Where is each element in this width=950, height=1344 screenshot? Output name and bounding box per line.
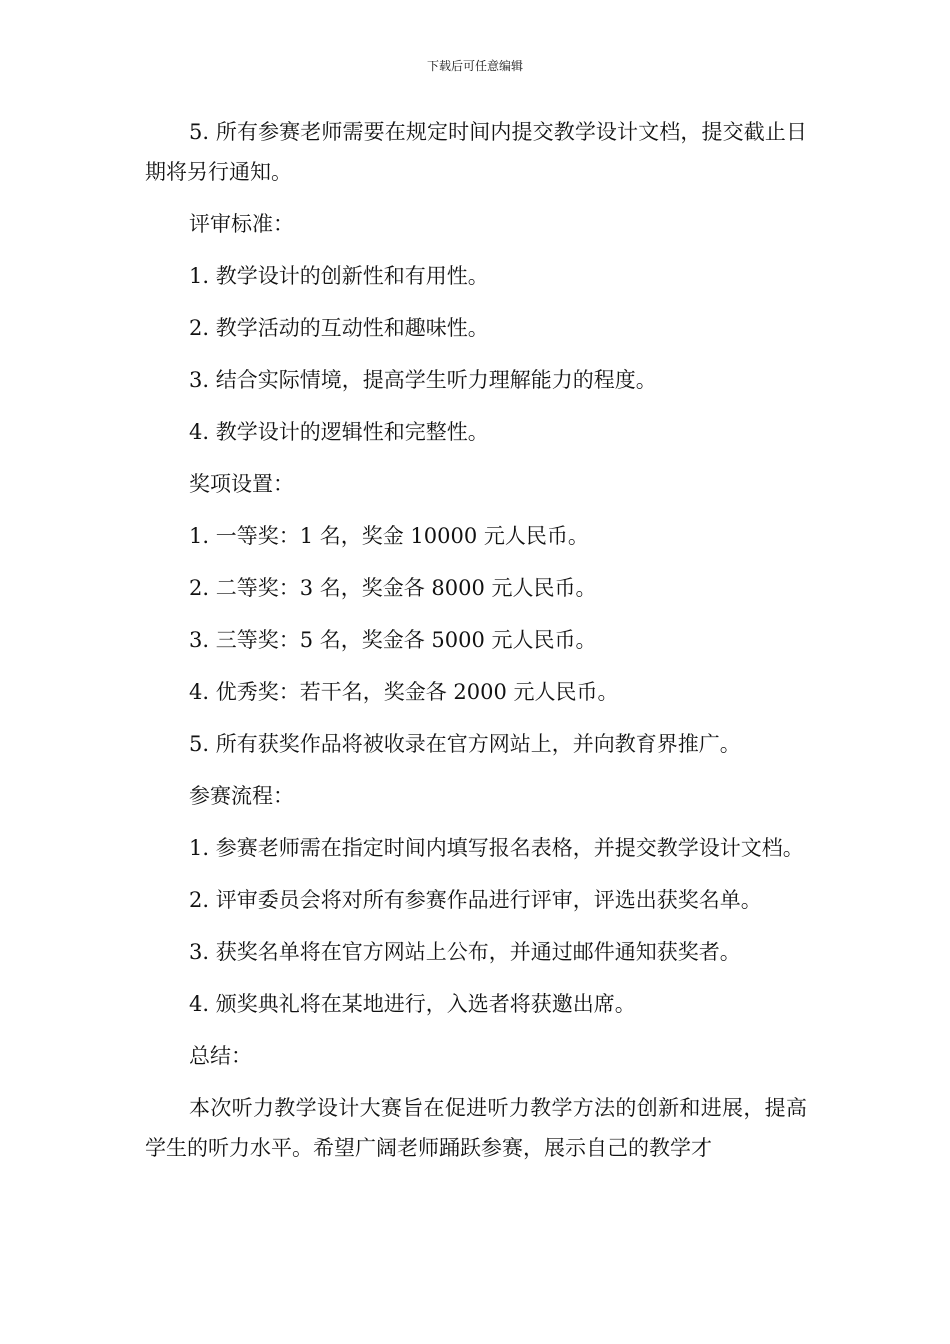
criteria-item-3: 3. 结合实际情境，提高学生听力理解能力的程度。 [189,368,657,392]
process-item-3: 3. 获奖名单将在官方网站上公布，并通过邮件通知获奖者。 [189,940,741,964]
award-item-4: 4. 优秀奖：若干名，奖金各 2000 元人民币。 [189,680,619,704]
award-item-5: 5. 所有获奖作品将被收录在官方网站上，并向教育界推广。 [189,732,741,756]
page-header: 下载后可任意编辑 [426,59,523,73]
summary-paragraph: 本次听力教学设计大赛旨在促进听力教学方法的创新和进展，提高学生的听力水平。希望广阔老师踊跃参赛，展示自己的教学才 [145,1096,807,1160]
heading-process: 参赛流程： [189,784,294,808]
criteria-item-2: 2. 教学活动的互动性和趣味性。 [189,316,489,340]
process-item-2: 2. 评审委员会将对所有参赛作品进行评审，评选出获奖名单。 [189,888,762,912]
award-item-3: 3. 三等奖：5 名，奖金各 5000 元人民币。 [189,628,597,652]
heading-review-criteria: 评审标准： [189,212,294,236]
heading-awards: 奖项设置： [189,472,294,496]
heading-summary: 总结： [189,1044,252,1068]
criteria-item-4: 4. 教学设计的逻辑性和完整性。 [189,420,489,444]
process-item-1: 1. 参赛老师需在指定时间内填写报名表格，并提交教学设计文档。 [189,836,804,860]
document-body [145,112,807,1180]
award-item-1: 1. 一等奖：1 名，奖金 10000 元人民币。 [189,524,589,548]
paragraph-submission-deadline: 5. 所有参赛老师需要在规定时间内提交教学设计文档，提交截止日期将另行通知。 [145,120,807,184]
award-item-2: 2. 二等奖：3 名，奖金各 8000 元人民币。 [189,576,597,600]
criteria-item-1: 1. 教学设计的创新性和有用性。 [189,264,489,288]
process-item-4: 4. 颁奖典礼将在某地进行，入选者将获邀出席。 [189,992,636,1016]
